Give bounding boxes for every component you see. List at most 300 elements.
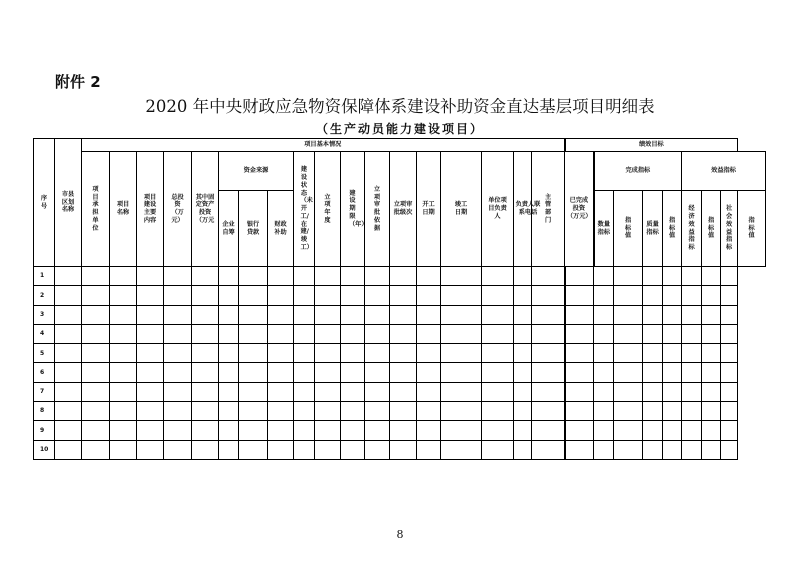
table-cell <box>643 324 663 343</box>
table-cell <box>721 344 738 363</box>
table-cell <box>614 324 643 343</box>
table-cell <box>365 267 390 286</box>
table-cell <box>55 402 82 421</box>
table-cell <box>482 267 514 286</box>
header-main-content: 项目建设主要内容 <box>137 152 164 267</box>
table-cell <box>239 402 268 421</box>
table-cell <box>341 324 365 343</box>
table-cell <box>365 440 390 459</box>
table-cell <box>482 402 514 421</box>
table-cell <box>110 344 137 363</box>
table-cell <box>532 363 565 382</box>
table-cell <box>239 382 268 401</box>
table-cell <box>110 324 137 343</box>
table-cell <box>532 440 565 459</box>
table-cell <box>663 286 682 305</box>
table-cell <box>417 363 441 382</box>
table-cell <box>594 267 614 286</box>
table-cell <box>721 440 738 459</box>
table-cell <box>514 440 532 459</box>
table-cell <box>514 286 532 305</box>
table-cell <box>390 344 417 363</box>
table-cell <box>663 440 682 459</box>
table-cell <box>702 421 721 440</box>
table-cell <box>341 267 365 286</box>
table-cell <box>721 402 738 421</box>
table-cell <box>532 402 565 421</box>
header-completed-invest: 已完成投资（万元） <box>565 152 594 267</box>
table-cell <box>268 324 294 343</box>
table-cell <box>721 382 738 401</box>
table-row <box>34 267 766 286</box>
table-cell <box>417 286 441 305</box>
table-cell <box>82 440 110 459</box>
header-social-benefit: 社会效益指标 <box>721 191 738 267</box>
table-cell <box>315 344 341 363</box>
table-cell <box>441 382 482 401</box>
table-cell <box>514 421 532 440</box>
table-cell <box>137 402 164 421</box>
table-cell <box>341 421 365 440</box>
table-cell <box>643 402 663 421</box>
table-cell <box>514 363 532 382</box>
table-cell <box>482 324 514 343</box>
attachment-label: 附件 2 <box>55 73 101 91</box>
table-cell <box>532 382 565 401</box>
table-cell <box>663 363 682 382</box>
table-cell <box>663 382 682 401</box>
table-cell <box>294 421 315 440</box>
table-cell <box>532 267 565 286</box>
table-cell <box>268 382 294 401</box>
table-cell <box>565 440 594 459</box>
table-cell <box>417 402 441 421</box>
table-cell <box>110 363 137 382</box>
table-cell <box>239 305 268 324</box>
table-row <box>34 344 766 363</box>
table-cell <box>268 344 294 363</box>
table-cell <box>192 305 219 324</box>
table-cell <box>565 305 594 324</box>
table-cell <box>315 402 341 421</box>
table-cell <box>137 286 164 305</box>
table-cell <box>614 363 643 382</box>
table-cell <box>482 382 514 401</box>
row-number: 4 <box>34 324 55 343</box>
table-cell <box>164 324 192 343</box>
header-benefit-indicator: 效益指标 <box>682 152 766 191</box>
table-row <box>34 382 766 401</box>
table-cell <box>482 286 514 305</box>
table-cell <box>219 440 239 459</box>
table-row <box>34 440 766 459</box>
table-cell <box>164 382 192 401</box>
table-cell <box>594 305 614 324</box>
project-detail-table <box>33 138 766 460</box>
row-number: 9 <box>34 421 55 440</box>
table-cell <box>315 324 341 343</box>
header-output-indicator: 完成指标 <box>594 152 682 191</box>
table-cell <box>702 382 721 401</box>
table-cell <box>702 363 721 382</box>
table-cell <box>341 382 365 401</box>
table-cell <box>55 286 82 305</box>
document-subtitle: （生产动员能力建设项目） <box>315 122 484 136</box>
table-cell <box>614 286 643 305</box>
table-cell <box>137 440 164 459</box>
table-cell <box>682 440 702 459</box>
table-row <box>34 305 766 324</box>
table-cell <box>110 382 137 401</box>
table-cell <box>55 305 82 324</box>
table-row <box>34 363 766 382</box>
table-cell <box>390 440 417 459</box>
header-build-status: 建设状态（未开工/在建/竣工） <box>294 152 315 267</box>
table-body <box>34 267 766 460</box>
table-cell <box>565 344 594 363</box>
table-cell <box>55 382 82 401</box>
table-cell <box>82 421 110 440</box>
table-cell <box>643 344 663 363</box>
table-cell <box>514 402 532 421</box>
header-bank-loan: 银行贷款 <box>239 191 268 267</box>
table-cell <box>482 421 514 440</box>
table-cell <box>441 402 482 421</box>
table-cell <box>721 305 738 324</box>
table-cell <box>514 344 532 363</box>
table-cell <box>110 402 137 421</box>
table-cell <box>192 440 219 459</box>
table-cell <box>82 382 110 401</box>
table-cell <box>137 382 164 401</box>
table-cell <box>441 324 482 343</box>
table-cell <box>390 305 417 324</box>
row-number: 8 <box>34 402 55 421</box>
table-cell <box>315 363 341 382</box>
header-undertaker: 项目承担单位 <box>82 152 110 267</box>
table-cell <box>614 421 643 440</box>
table-cell <box>268 286 294 305</box>
table-cell <box>682 305 702 324</box>
header-unit-leader: 单位项目负责人 <box>482 152 514 267</box>
table-cell <box>82 363 110 382</box>
table-cell <box>82 267 110 286</box>
table-cell <box>482 363 514 382</box>
table-cell <box>294 305 315 324</box>
table-cell <box>390 324 417 343</box>
row-number: 2 <box>34 286 55 305</box>
table-row <box>34 324 766 343</box>
table-cell <box>219 402 239 421</box>
table-cell <box>294 286 315 305</box>
table-cell <box>417 344 441 363</box>
table-cell <box>219 324 239 343</box>
table-cell <box>239 267 268 286</box>
table-cell <box>192 382 219 401</box>
table-cell <box>663 305 682 324</box>
table-cell <box>268 363 294 382</box>
table-cell <box>82 324 110 343</box>
header-economic-benefit: 经济效益指标 <box>682 191 702 267</box>
table-cell <box>365 402 390 421</box>
table-cell <box>702 324 721 343</box>
table-cell <box>268 421 294 440</box>
table-cell <box>441 305 482 324</box>
header-row-2 <box>34 152 766 191</box>
row-number: 1 <box>34 267 55 286</box>
table-cell <box>137 363 164 382</box>
table-cell <box>417 267 441 286</box>
header-start-date: 开工日期 <box>417 152 441 267</box>
table-cell <box>137 421 164 440</box>
table-cell <box>682 344 702 363</box>
table-cell <box>441 363 482 382</box>
table-cell <box>482 440 514 459</box>
table-cell <box>268 305 294 324</box>
table-cell <box>682 363 702 382</box>
table-cell <box>614 440 643 459</box>
table-cell <box>417 382 441 401</box>
table-cell <box>643 305 663 324</box>
table-cell <box>219 305 239 324</box>
table-cell <box>219 286 239 305</box>
table-cell <box>219 363 239 382</box>
table-cell <box>268 402 294 421</box>
header-quality-indicator: 质量指标 <box>643 191 663 267</box>
header-indicator-value-1: 指标值 <box>614 191 643 267</box>
table-cell <box>55 324 82 343</box>
table-cell <box>82 305 110 324</box>
table-cell <box>721 421 738 440</box>
table-cell <box>614 402 643 421</box>
table-cell <box>137 267 164 286</box>
table-cell <box>341 344 365 363</box>
table-cell <box>643 363 663 382</box>
table-cell <box>294 324 315 343</box>
table-cell <box>219 267 239 286</box>
table-cell <box>643 440 663 459</box>
table-cell <box>663 324 682 343</box>
table-cell <box>365 421 390 440</box>
table-cell <box>268 267 294 286</box>
table-cell <box>614 382 643 401</box>
table-cell <box>239 440 268 459</box>
table-cell <box>594 324 614 343</box>
table-cell <box>721 363 738 382</box>
table-cell <box>721 286 738 305</box>
table-cell <box>192 402 219 421</box>
table-cell <box>192 286 219 305</box>
table-cell <box>682 421 702 440</box>
table-cell <box>268 440 294 459</box>
table-cell <box>417 305 441 324</box>
table-cell <box>482 344 514 363</box>
table-cell <box>164 344 192 363</box>
table-cell <box>643 267 663 286</box>
table-cell <box>110 421 137 440</box>
table-cell <box>164 402 192 421</box>
table-cell <box>390 382 417 401</box>
table-cell <box>441 286 482 305</box>
table-cell <box>417 421 441 440</box>
table-cell <box>294 344 315 363</box>
table-cell <box>441 267 482 286</box>
table-cell <box>315 440 341 459</box>
table-cell <box>482 305 514 324</box>
table-cell <box>721 267 738 286</box>
table-cell <box>164 305 192 324</box>
header-indicator-value-3: 指标值 <box>702 191 721 267</box>
table-cell <box>365 286 390 305</box>
table-cell <box>192 344 219 363</box>
table-cell <box>594 402 614 421</box>
header-basic-info: 项目基本情况 <box>82 139 565 152</box>
table-cell <box>315 267 341 286</box>
table-cell <box>532 421 565 440</box>
table-cell <box>239 286 268 305</box>
table-cell <box>137 305 164 324</box>
header-self-raised: 企业自筹 <box>219 191 239 267</box>
table-cell <box>294 440 315 459</box>
table-cell <box>417 440 441 459</box>
table-cell <box>55 440 82 459</box>
table-cell <box>137 344 164 363</box>
row-number: 7 <box>34 382 55 401</box>
table-cell <box>532 344 565 363</box>
table-cell <box>565 382 594 401</box>
table-cell <box>390 421 417 440</box>
table-cell <box>239 421 268 440</box>
table-cell <box>110 440 137 459</box>
table-cell <box>390 286 417 305</box>
table-cell <box>663 267 682 286</box>
table-cell <box>164 421 192 440</box>
table-cell <box>643 421 663 440</box>
table-cell <box>682 267 702 286</box>
table-cell <box>565 267 594 286</box>
table-cell <box>514 305 532 324</box>
document-title: 2020 年中央财政应急物资保障体系建设补助资金直达基层项目明细表 <box>145 97 655 116</box>
header-row-1 <box>34 139 766 152</box>
page-number: 8 <box>396 528 404 541</box>
table-cell <box>137 324 164 343</box>
table-cell <box>721 324 738 343</box>
header-finish-date: 竣工日期 <box>441 152 482 267</box>
table-cell <box>532 305 565 324</box>
table-cell <box>192 267 219 286</box>
table-cell <box>682 402 702 421</box>
table-cell <box>565 421 594 440</box>
table-cell <box>682 324 702 343</box>
table-cell <box>441 344 482 363</box>
table-cell <box>614 267 643 286</box>
table-cell <box>441 421 482 440</box>
table-cell <box>702 440 721 459</box>
table-cell <box>341 440 365 459</box>
header-quantity-indicator: 数量指标 <box>594 191 614 267</box>
table-cell <box>614 305 643 324</box>
table-cell <box>702 267 721 286</box>
table-cell <box>55 267 82 286</box>
table-cell <box>294 402 315 421</box>
header-district: 市县区划名称 <box>55 139 82 267</box>
table-cell <box>514 267 532 286</box>
table-cell <box>55 421 82 440</box>
table-cell <box>682 286 702 305</box>
table-cell <box>365 382 390 401</box>
header-approval-basis: 立项审批依据 <box>365 152 390 267</box>
table-cell <box>594 440 614 459</box>
table-cell <box>164 267 192 286</box>
table-cell <box>219 421 239 440</box>
table-cell <box>532 324 565 343</box>
header-fiscal-subsidy: 财政补助 <box>268 191 294 267</box>
table-cell <box>192 363 219 382</box>
row-number: 10 <box>34 440 55 459</box>
table-cell <box>614 344 643 363</box>
table-cell <box>315 305 341 324</box>
table-cell <box>192 421 219 440</box>
header-performance-goal: 绩效目标 <box>565 139 738 152</box>
table-cell <box>702 344 721 363</box>
header-indicator-value-2: 指标值 <box>663 191 682 267</box>
table-cell <box>365 305 390 324</box>
table-cell <box>663 421 682 440</box>
table-row <box>34 286 766 305</box>
table-cell <box>164 440 192 459</box>
table-cell <box>294 382 315 401</box>
table-row <box>34 421 766 440</box>
header-funding-source: 资金来源 <box>219 152 294 191</box>
table-cell <box>682 382 702 401</box>
table-cell <box>239 363 268 382</box>
table-cell <box>219 344 239 363</box>
table-cell <box>110 286 137 305</box>
table-cell <box>341 286 365 305</box>
table-cell <box>55 363 82 382</box>
table-cell <box>294 267 315 286</box>
table-cell <box>565 402 594 421</box>
table-cell <box>594 286 614 305</box>
table-cell <box>594 382 614 401</box>
table-cell <box>514 324 532 343</box>
table-cell <box>341 305 365 324</box>
table-cell <box>315 421 341 440</box>
table-cell <box>514 382 532 401</box>
table-cell <box>702 305 721 324</box>
table-cell <box>110 305 137 324</box>
table-cell <box>365 363 390 382</box>
header-total-investment: 总投资（万元） <box>164 152 192 267</box>
table-cell <box>702 286 721 305</box>
table-cell <box>239 324 268 343</box>
header-approval-level: 立项审批级次 <box>390 152 417 267</box>
table-cell <box>390 402 417 421</box>
header-contact: 负责人联系电话 <box>514 152 532 267</box>
table-cell <box>82 286 110 305</box>
table-cell <box>594 421 614 440</box>
table-cell <box>565 363 594 382</box>
table-cell <box>417 324 441 343</box>
table-row <box>34 402 766 421</box>
table-cell <box>110 267 137 286</box>
header-approval-year: 立项年度 <box>315 152 341 267</box>
table-cell <box>192 324 219 343</box>
header-project-name: 项目名称 <box>110 152 137 267</box>
table-cell <box>55 344 82 363</box>
table-cell <box>315 382 341 401</box>
table-cell <box>164 286 192 305</box>
